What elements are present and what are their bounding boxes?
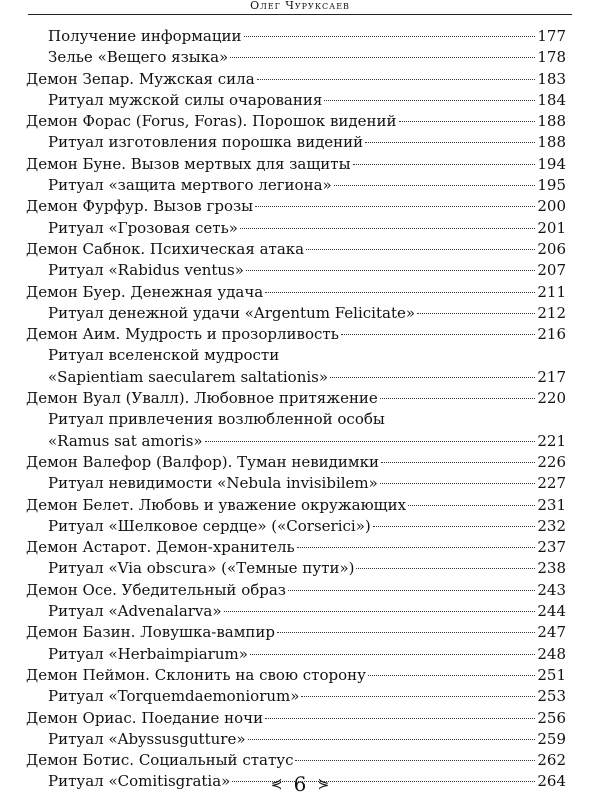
toc-entry [26,558,566,579]
dot-leader [399,121,536,122]
toc-entry [26,452,566,473]
toc-entry-title: Демон Валефор (Валфор). Туман невидимки [26,452,379,471]
toc-entry [26,431,566,452]
toc-entry-page: 253 [537,687,566,706]
toc-entry [26,324,566,345]
toc-entry-title: Ритуал «Herbaimpiarum» [48,644,248,663]
toc-entry [26,303,566,324]
table-of-contents [26,26,566,793]
dot-leader [353,164,536,165]
dot-leader [301,696,535,697]
toc-entry [26,90,566,111]
toc-entry-title: Ритуал «Advenalarva» [48,602,222,621]
dot-leader [248,739,536,740]
toc-entry-page: 177 [537,27,566,45]
dot-leader [330,377,535,378]
dot-leader [365,142,535,143]
toc-entry-title: Ритуал «Via obscura» («Темные пути») [48,559,355,578]
dot-leader [265,292,535,293]
toc-entry-page: 237 [537,538,566,557]
toc-entry-page: 201 [537,218,566,237]
toc-entry [26,409,566,430]
dot-leader [244,36,536,37]
toc-entry-title: Демон Форас (Forus, Foras). Порошок видений [26,112,397,131]
toc-entry [26,260,566,281]
toc-entry [26,175,566,196]
toc-entry [26,69,566,90]
toc-entry-title: Ритуал невидимости «Nebula invisibilem» [48,474,378,493]
toc-entry [26,750,566,771]
toc-entry-title: Ритуал изготовления порошка видений [48,133,364,152]
dot-leader [250,654,535,655]
dot-leader [257,79,536,80]
toc-entry-title: Ритуал вселенской мудрости [48,346,280,365]
toc-entry [26,473,566,494]
toc-entry [26,367,566,388]
toc-entry [26,686,566,707]
toc-entry-title: Демон Вуал (Увалл). Любовное притяжение [26,389,378,408]
dot-leader [255,206,535,207]
header-author-name: Олег Чуруксаев [250,0,350,12]
toc-entry-title: Демон Базин. Ловушка-вампир [26,623,276,642]
dot-leader [341,334,535,335]
toc-entry [26,622,566,643]
toc-entry-title: Демон Ботис. Социальный статус [26,751,294,770]
toc-entry [26,196,566,217]
toc-entry-page: 264 [537,772,566,791]
dot-leader [288,590,535,591]
toc-entry-title: Ритуал «Rabidus ventus» [48,261,244,280]
dot-leader [408,505,535,506]
toc-entry-page: 244 [537,602,566,621]
toc-entry [26,388,566,409]
dot-leader [334,185,536,186]
toc-entry-page: 238 [537,559,566,578]
toc-entry-page: 211 [537,282,566,301]
toc-entry-page: 195 [537,176,566,195]
dot-leader [205,441,536,442]
toc-entry [26,132,566,153]
toc-entry-title: Демон Осе. Убедительный образ [26,580,286,599]
right-ornament-icon: ⋟ [317,776,330,792]
toc-entry-title: «Ramus sat amoris» [48,431,203,450]
toc-entry-page: 184 [537,90,566,109]
dot-leader [265,718,535,719]
toc-entry-page: 217 [537,367,566,386]
toc-entry [26,154,566,175]
toc-entry [26,580,566,601]
toc-entry-title: Ритуал «Шелковое сердце» («Corserici») [48,516,371,535]
toc-entry-page: 251 [537,665,566,684]
toc-entry-title: Ритуал денежной удачи «Argentum Felicitate» [48,303,416,322]
dot-leader [240,228,535,229]
toc-entry-page: 212 [537,303,566,322]
toc-entry-page: 188 [537,133,566,152]
running-header [0,0,600,14]
toc-entry-page: 183 [537,69,566,88]
toc-entry [26,26,566,47]
toc-entry-page: 262 [537,751,566,770]
toc-entry-title: Демон Белет. Любовь и уважение окружающих [26,495,407,514]
toc-entry [26,537,566,558]
toc-entry-title: Ритуал «Abyssusgutture» [48,729,246,748]
left-ornament-icon: ⋞ [270,776,283,792]
toc-entry [26,495,566,516]
toc-entry-title: Получение информации [48,27,242,45]
toc-entry-title: Демон Зепар. Мужская сила [26,69,255,88]
toc-entry [26,729,566,750]
toc-entry-page: 243 [537,580,566,599]
toc-entry-page: 178 [537,48,566,67]
toc-entry-page: 221 [537,431,566,450]
toc-entry-title: Зелье «Вещего языка» [48,48,229,67]
toc-entry-page: 247 [537,623,566,642]
toc-entry-title: Ритуал «защита мертвого легиона» [48,176,332,195]
toc-entry-page: 194 [537,154,566,173]
toc-entry [26,601,566,622]
page-footer [0,772,600,796]
toc-entry-page: 220 [537,389,566,408]
toc-entry-title: Ритуал «Torquemdaemoniorum» [48,687,300,706]
page-number: 6 [293,772,307,796]
toc-entry-page: 226 [537,452,566,471]
toc-entry [26,665,566,686]
toc-entry [26,644,566,665]
toc-entry-title: Ритуал «Comitisgratia» [48,772,231,791]
toc-entry-title: Ритуал «Грозовая сеть» [48,218,238,237]
toc-entry-page: 231 [537,495,566,514]
dot-leader [417,313,535,314]
toc-entry-title: Демон Пеймон. Склонить на свою сторону [26,665,366,684]
toc-entry-page: 232 [537,516,566,535]
toc-entry-title: Демон Буне. Вызов мертвых для защиты [26,154,351,173]
toc-entry-page: 248 [537,644,566,663]
toc-entry-page: 259 [537,729,566,748]
dot-leader [356,568,535,569]
toc-entry-title: Демон Фурфур. Вызов грозы [26,197,254,216]
toc-entry [26,345,566,366]
dot-leader [246,270,535,271]
dot-leader [324,100,535,101]
dot-leader [224,611,536,612]
dot-leader [381,462,535,463]
toc-entry-page: 216 [537,325,566,344]
dot-leader [380,483,536,484]
dot-leader [297,547,536,548]
dot-leader [306,249,535,250]
toc-entry-title: Ритуал мужской силы очарования [48,90,323,109]
toc-entry [26,282,566,303]
toc-entry [26,218,566,239]
dot-leader [230,57,535,58]
toc-entry-page: 200 [537,197,566,216]
header-rule [28,14,572,15]
toc-entry [26,47,566,68]
toc-entry-page: 188 [537,112,566,131]
toc-entry [26,111,566,132]
toc-entry-title: Демон Ориас. Поедание ночи [26,708,264,727]
dot-leader [373,526,536,527]
dot-leader [368,675,535,676]
toc-entry-title: Демон Буер. Денежная удача [26,282,264,301]
dot-leader [277,632,535,633]
toc-entry-title: Демон Астарот. Демон-хранитель [26,538,295,557]
toc-entry-page: 256 [537,708,566,727]
toc-entry [26,516,566,537]
toc-entry-title: Ритуал привлечения возлюбленной особы [48,410,385,429]
toc-entry-title: Демон Аим. Мудрость и прозорливость [26,325,339,344]
toc-entry-page: 207 [537,261,566,280]
toc-entry [26,239,566,260]
dot-leader [380,398,536,399]
toc-entry-page: 206 [537,239,566,258]
dot-leader [295,760,535,761]
toc-entry-title: «Sapientiam saecularem saltationis» [48,367,329,386]
toc-entry-title: Демон Сабнок. Психическая атака [26,239,305,258]
toc-entry [26,708,566,729]
toc-entry-page: 227 [537,474,566,493]
